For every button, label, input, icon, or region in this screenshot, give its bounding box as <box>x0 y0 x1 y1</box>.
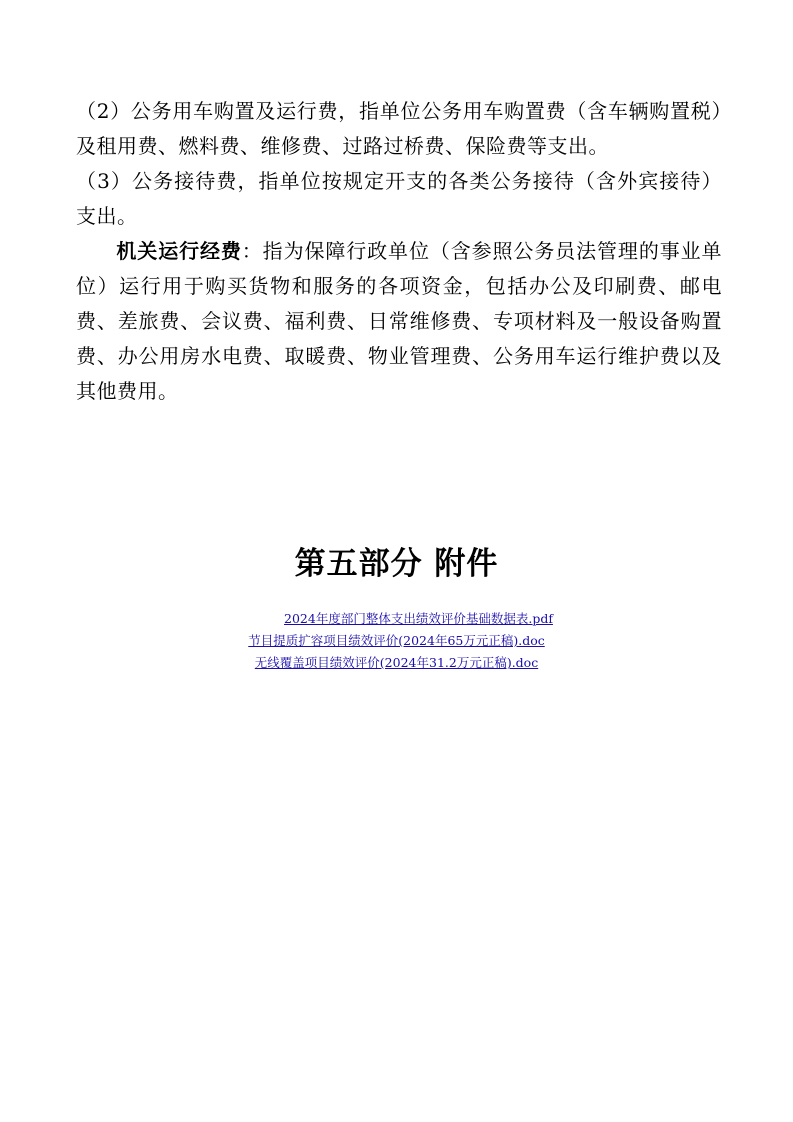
paragraph-text: （2）公务用车购置及运行费，指单位公务用车购置费（含车辆购置税）及租用费、燃料费、维修费、过路过桥费、保险费等支出。 <box>76 99 722 158</box>
paragraph-operating-expenses <box>76 234 722 409</box>
attachment-link-doc[interactable]: 节目提质扩容项目绩效评价(2024年65万元正稿).doc <box>248 633 545 648</box>
paragraph-text: ：指为保障行政单位（含参照公务员法管理的事业单位）运行用于购买货物和服务的各项资金，包括办公及印刷费、邮电费、差旅费、会议费、福利费、日常维修费、专项材料及一般设备购置费、办公用房水电费、取暖费、物业管理费、公务用车运行维护费以及其他费用。 <box>76 239 723 403</box>
paragraph-reception-expenses <box>76 164 722 234</box>
attachment-item <box>0 610 793 628</box>
term-heading: 机关运行经费 <box>116 239 242 263</box>
attachment-link-pdf[interactable]: 2024年度部门整体支出绩效评价基础数据表.pdf <box>284 611 553 626</box>
paragraph-vehicle-expenses <box>76 94 722 164</box>
section-title: 第五部分 附件 <box>294 546 499 582</box>
attachment-item <box>0 632 793 650</box>
attachment-item <box>0 654 793 672</box>
paragraph-text: （3）公务接待费，指单位按规定开支的各类公务接待（含外宾接待）支出。 <box>76 169 722 228</box>
attachment-link-doc[interactable]: 无线覆盖项目绩效评价(2024年31.2万元正稿).doc <box>254 655 539 670</box>
